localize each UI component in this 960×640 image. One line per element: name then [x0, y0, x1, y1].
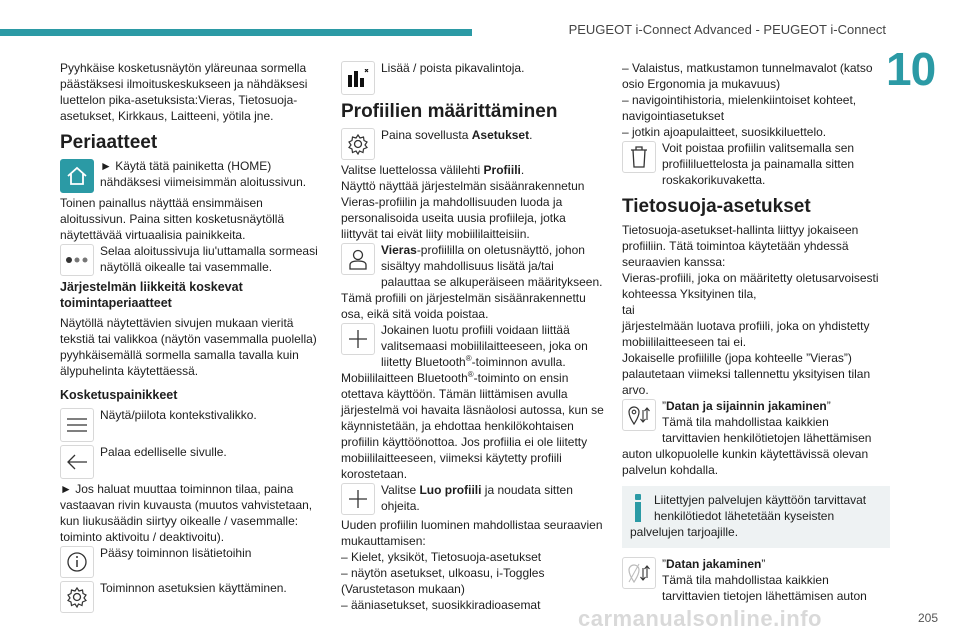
header-accent-bar [0, 29, 472, 36]
info-circle-icon [60, 546, 94, 578]
list-item: – jotkin ajoapulaitteet, suosikkiluettelo. [622, 125, 827, 139]
subheading-logic: Järjestelmän liikkeitä koskevat toimintaperiaatteet [60, 280, 243, 310]
user-profile-icon [341, 243, 375, 275]
guest-text: Vieras-profiililla on oletusnäyttö, johon sisältyy mahdollisuus lisätä ja/tai palauttaa se alkuperäiseen määritykseen. Tämä profiili on järjestelmän sisäänrakennettu osa, eikä sitä voida poistaa. [341, 243, 603, 321]
info-text: Pääsy toiminnon lisätietoihin [100, 546, 252, 560]
back-row [60, 444, 322, 460]
column-2 [341, 60, 605, 613]
add-profile-row [341, 482, 605, 514]
section-heading-periaatteet: Periaatteet [60, 132, 158, 153]
tab-paragraph: Valitse luettelossa välilehti Profiili. [341, 163, 525, 177]
logic-paragraph: Näytöllä näytettävien sivujen mukaan vieritä tekstiä tai valikkoa (näytön vasemmalla puolella) pyyhkäisemällä sormella samalla tavalla kuin älypuhelinta käytettäessä. [60, 316, 317, 378]
home-icon [60, 159, 94, 193]
add-profile-text: Valitse Luo profiili ja noudata sitten ohjeita. [381, 483, 573, 513]
plus-icon [341, 323, 375, 355]
subheading-touch-keys: Kosketuspainikkeet [60, 388, 178, 402]
delete-text: Voit poistaa profiilin valitsemalla sen profiililuettelosta ja painamalla sitten roskakorikuvaketta. [662, 141, 855, 187]
gear-icon [60, 581, 94, 613]
app-text: Paina sovellusta Asetukset. [381, 128, 533, 142]
info-i-icon [630, 492, 646, 522]
data-sharing-row [622, 556, 890, 604]
hamburger-menu-icon [60, 408, 94, 442]
created-text: Jokainen luotu profiili voidaan liittää valitsemaasi mobiililaitteeseen, joka on liitetty Bluetooth®-toiminnon avulla. Mobiililaitteen Bluetooth®-toiminto on ensin otettava käyttöön. Tämän liittämisen avulla järjestelmä voi havaita läsnäolosi autossa, kun se käynnistetään, ja ehdottaa henkilökohtaisen profiilin käyttöönottoa. Jos profiilia ei ole liitetty mobiililaitteeseen, viimeksi käytetty profiili korostetaan. [341, 323, 604, 481]
location-sharing-title: ”Datan ja sijainnin jakaminen” [662, 399, 831, 413]
menu-text: Näytä/piilota kontekstivalikko. [100, 408, 257, 422]
menu-row [60, 407, 322, 423]
page-header-title: PEUGEOT i-Connect Advanced - PEUGEOT i-Connect [568, 22, 886, 37]
page-number: 205 [917, 611, 938, 625]
add-profile-plus-icon [341, 483, 375, 515]
intro-paragraph: Pyyhkäise kosketusnäytön yläreunaa sormella päästäksesi ilmoituskeskukseen ja nähdäksesi luettelon pika-asetuksista:Vieras, Tietosuoja-asetukset, Kirkkaus, Laitteeni, yötila jne. [60, 61, 308, 123]
column-1 [60, 60, 322, 615]
home-continued: Toinen painallus näyttää ensimmäisen aloitussivun. Paina sitten kosketusnäytöllä näytettävää virtuaalisia painikkeita. [60, 196, 285, 242]
location-share-icon [622, 399, 656, 431]
settings-row [60, 580, 322, 596]
back-arrow-icon [60, 445, 94, 479]
chapter-number: 10 [886, 43, 936, 95]
toggle-paragraph: ► Jos haluat muuttaa toiminnon tilaa, paina vastaavan rivin kuvausta (muutos vahvistetaan, kun liukusäädin siirtyy oikealle / vasemmalle: toiminto aktivoitu / deaktivoitu). [60, 482, 313, 544]
data-share-icon [622, 557, 656, 589]
back-text: Palaa edelliselle sivulle. [100, 445, 227, 459]
data-sharing-title: ”Datan jakaminen” [662, 557, 766, 571]
home-row [60, 158, 322, 190]
location-sharing-row [622, 398, 890, 478]
trash-icon [622, 141, 656, 173]
info-row [60, 545, 322, 561]
data-sharing-text: Tämä tila mahdollistaa kaikkien tarvittavien tietojen lähettämisen auton [662, 573, 867, 603]
section-heading-profiles: Profiilien määrittäminen [341, 101, 558, 122]
list-item: – Kielet, yksiköt, Tietosuoja-asetukset [341, 550, 542, 564]
privacy-paragraph-3: järjestelmään luotava profiili, joka on yhdistetty mobiililaitteeseen tai ei. [622, 319, 870, 349]
list-item: – Valaistus, matkustamon tunnelmavalot (katso osio Ergonomia ja mukavuus) [622, 61, 873, 91]
page-dots-icon [60, 244, 94, 276]
customize-intro: Uuden profiilin luominen mahdollistaa seuraavien mukauttamisen: [341, 518, 603, 548]
watermark-text: carmanualsonline.info [578, 606, 822, 631]
delete-row [622, 140, 890, 188]
privacy-or: tai [622, 303, 635, 317]
section-heading-privacy: Tietosuoja-asetukset [622, 196, 811, 217]
info-box-text: Liitettyjen palvelujen käyttöön tarvittavat henkilötiedot lähetetään kyseisten palvelujen tarjoajille. [630, 493, 867, 539]
privacy-paragraph-4: Jokaiselle profiilille (jopa kohteelle ”Vieras”) palautetaan viimeksi tallennettu yksityisen tilan arvo. [622, 351, 871, 397]
column-3 [622, 60, 890, 604]
created-row [341, 322, 605, 482]
shortcut-row [341, 60, 605, 76]
home-text: ► Käytä tätä painiketta (HOME) nähdäksesi viimeisimmän aloitussivun. [100, 159, 307, 189]
list-item: – näytön asetukset, ulkoasu, i-Toggles (Varustetason mukaan) [341, 566, 545, 596]
tab-continued: Näyttö näyttää järjestelmän sisäänrakennetun Vieras-profiilin ja mahdollisuuden luoda ja personalisoida useita uusia profiileja, jotka liittyvät tai eivät liity mobiililaitteisiin. [341, 179, 585, 241]
dots-text: Selaa aloitussivuja liu'uttamalla sormeasi näytöllä oikealle tai vasemmalle. [100, 244, 318, 274]
privacy-paragraph-1: Tietosuoja-asetukset-hallinta liittyy jokaiseen profiiliin. Tätä toimintoa käytetään yhdessä seuraavien kanssa: [622, 223, 859, 269]
shortcut-chart-icon [341, 61, 375, 95]
info-box [622, 486, 890, 548]
dots-row [60, 243, 322, 275]
settings-text: Toiminnon asetuksien käyttäminen. [100, 581, 287, 595]
shortcut-text: Lisää / poista pikavalintoja. [381, 61, 525, 75]
list-item: – navigointihistoria, mielenkiintoiset kohteet, navigointiasetukset [622, 93, 857, 123]
app-row [341, 127, 605, 143]
privacy-paragraph-2: Vieras-profiili, joka on määritetty oletusarvoisesti kohteessa Yksityinen tila, [622, 271, 879, 301]
location-sharing-text: Tämä tila mahdollistaa kaikkien tarvittavien henkilötietojen lähettämisen auton ulkopuolelle kunkin käytettävissä olevan palvelun kohdalla. [622, 415, 872, 477]
list-item: – ääniasetukset, suosikkiradioasemat [341, 598, 541, 612]
guest-row [341, 242, 605, 322]
settings-app-gear-icon [341, 128, 375, 160]
